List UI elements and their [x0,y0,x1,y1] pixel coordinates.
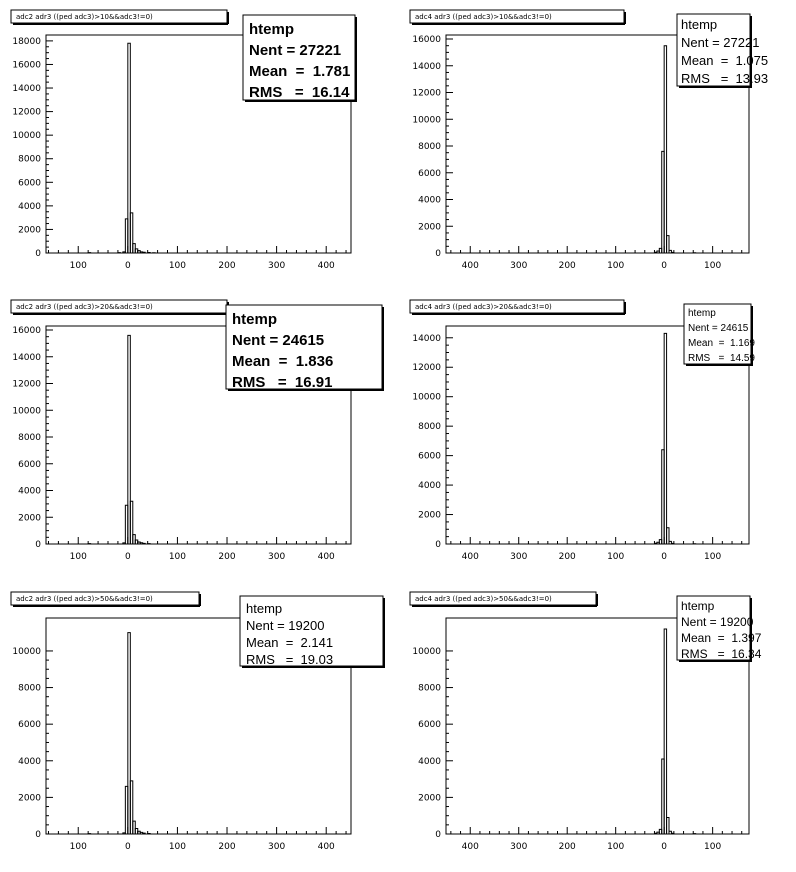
y-tick-label: 2000 [18,793,41,804]
y-tick-label: 10000 [12,131,41,142]
y-tick-label: 4000 [18,486,41,497]
x-tick-label: 400 [317,261,335,271]
stats-rms: RMS = 14.59 [688,353,755,364]
stats-nent: Nent = 27221 [249,42,342,59]
x-tick-label: 100 [607,261,625,271]
y-tick-label: 6000 [418,168,441,179]
stats-mean: Mean = 1.781 [249,63,351,80]
x-tick-label: 100 [168,842,187,852]
y-tick-label: 12000 [12,379,41,390]
stats-rms: RMS = 13.93 [681,71,769,86]
x-tick-label: 400 [461,552,479,562]
y-tick-label: 10000 [412,115,441,126]
stats-rms: RMS = 16.34 [681,647,762,661]
plot-title: adc2 adr3 ((ped adc3)>50&&adc3!=0) [16,595,153,603]
y-tick-label: 10000 [412,646,441,657]
histogram-bin [664,333,666,544]
x-tick-label: 300 [510,261,528,271]
stats-histogram-name: htemp [232,311,277,328]
x-tick-label: 100 [704,842,722,852]
y-tick-label: 4000 [418,481,441,492]
stats-rms: RMS = 19.03 [246,652,334,667]
y-tick-label: 8000 [418,422,441,433]
stats-histogram-name: htemp [681,599,715,613]
y-tick-label: 16000 [412,35,441,46]
histogram-panel-5 [11,592,385,852]
stats-nent: Nent = 24615 [688,323,749,334]
y-tick-label: 0 [435,540,441,550]
histogram-bin [664,46,666,253]
y-tick-label: 8000 [418,683,441,694]
y-tick-label: 6000 [418,451,441,462]
y-tick-label: 18000 [12,36,41,47]
x-tick-label: 400 [461,842,479,852]
x-tick-label: 100 [69,552,87,562]
x-tick-label: 100 [704,261,722,271]
y-tick-label: 2000 [18,513,41,524]
x-tick-label: 300 [268,261,286,271]
y-tick-label: 0 [435,830,441,840]
y-tick-label: 16000 [12,326,41,337]
plot-title: adc4 adr3 ((ped adc3)>20&&adc3!=0) [415,303,552,311]
x-tick-label: 0 [124,261,131,271]
y-tick-label: 2000 [18,225,41,236]
histogram-bin [148,833,150,834]
x-tick-label: 0 [661,552,668,562]
stats-rms: RMS = 16.91 [232,374,333,391]
y-tick-label: 2000 [418,793,441,804]
y-tick-label: 6000 [18,178,41,189]
x-tick-label: 300 [510,552,528,562]
x-tick-label: 200 [218,842,236,852]
x-tick-label: 100 [607,552,625,562]
histogram-panel-3 [11,300,384,562]
histogram-panel-2 [410,10,768,271]
x-tick-label: 100 [69,842,87,852]
histogram-bin [664,629,666,834]
y-tick-label: 10000 [12,406,41,417]
x-tick-label: 0 [661,261,668,271]
y-tick-label: 4000 [418,756,441,767]
stats-histogram-name: htemp [249,21,294,38]
y-tick-label: 4000 [18,756,41,767]
histogram-panel-4 [410,300,755,562]
x-tick-label: 400 [317,552,335,562]
y-tick-label: 0 [35,830,41,840]
plot-title: adc2 adr3 ((ped adc3)>20&&adc3!=0) [16,303,153,311]
stats-rms: RMS = 16.14 [249,84,350,101]
x-tick-label: 200 [558,261,576,271]
plot-title: adc2 adr3 ((ped adc3)>10&&adc3!=0) [16,13,153,21]
stats-mean: Mean = 1.836 [232,353,334,370]
x-tick-label: 100 [69,261,87,271]
x-tick-label: 100 [168,261,187,271]
y-tick-label: 0 [35,540,41,550]
stats-nent: Nent = 19200 [246,618,325,633]
plot-title: adc4 adr3 ((ped adc3)>50&&adc3!=0) [415,595,552,603]
x-tick-label: 0 [124,552,131,562]
x-tick-label: 200 [558,552,576,562]
y-tick-label: 0 [435,249,441,259]
x-tick-label: 200 [218,552,236,562]
plot-title: adc4 adr3 ((ped adc3)>10&&adc3!=0) [415,13,552,21]
y-tick-label: 16000 [12,60,41,71]
y-tick-label: 12000 [12,107,41,118]
y-tick-label: 4000 [418,195,441,206]
x-tick-label: 400 [461,261,479,271]
stats-histogram-name: htemp [246,601,283,616]
y-tick-label: 6000 [18,459,41,470]
histogram-panel-6 [410,592,762,852]
stats-mean: Mean = 1.075 [681,53,769,68]
y-tick-label: 6000 [18,720,41,731]
y-tick-label: 14000 [12,84,41,95]
stats-histogram-name: htemp [688,308,716,319]
x-tick-label: 200 [558,842,576,852]
y-tick-label: 6000 [418,720,441,731]
y-tick-label: 2000 [418,510,441,521]
y-tick-label: 10000 [12,646,41,657]
x-tick-label: 100 [168,552,187,562]
stats-nent: Nent = 19200 [681,615,754,629]
y-tick-label: 2000 [418,222,441,233]
stats-histogram-name: htemp [681,17,718,32]
y-tick-label: 8000 [18,433,41,444]
y-tick-label: 12000 [412,363,441,374]
y-tick-label: 8000 [418,142,441,153]
histogram-panel-1 [11,10,357,271]
y-tick-label: 14000 [412,61,441,72]
stats-mean: Mean = 1.397 [681,631,762,645]
y-tick-label: 0 [35,249,41,259]
y-tick-label: 8000 [18,683,41,694]
x-tick-label: 300 [268,552,286,562]
x-tick-label: 300 [268,842,286,852]
x-tick-label: 200 [218,261,236,271]
stats-mean: Mean = 1.169 [688,338,755,349]
stats-nent: Nent = 24615 [232,332,325,349]
y-tick-label: 14000 [12,352,41,363]
x-tick-label: 100 [704,552,722,562]
y-tick-label: 14000 [412,333,441,344]
stats-mean: Mean = 2.141 [246,635,334,650]
x-tick-label: 400 [317,842,335,852]
y-tick-label: 8000 [18,154,41,165]
x-tick-label: 100 [607,842,625,852]
x-tick-label: 0 [661,842,668,852]
y-tick-label: 10000 [412,392,441,403]
stats-nent: Nent = 27221 [681,35,760,50]
y-tick-label: 12000 [412,88,441,99]
x-tick-label: 300 [510,842,528,852]
y-tick-label: 4000 [18,201,41,212]
x-tick-label: 0 [124,842,131,852]
